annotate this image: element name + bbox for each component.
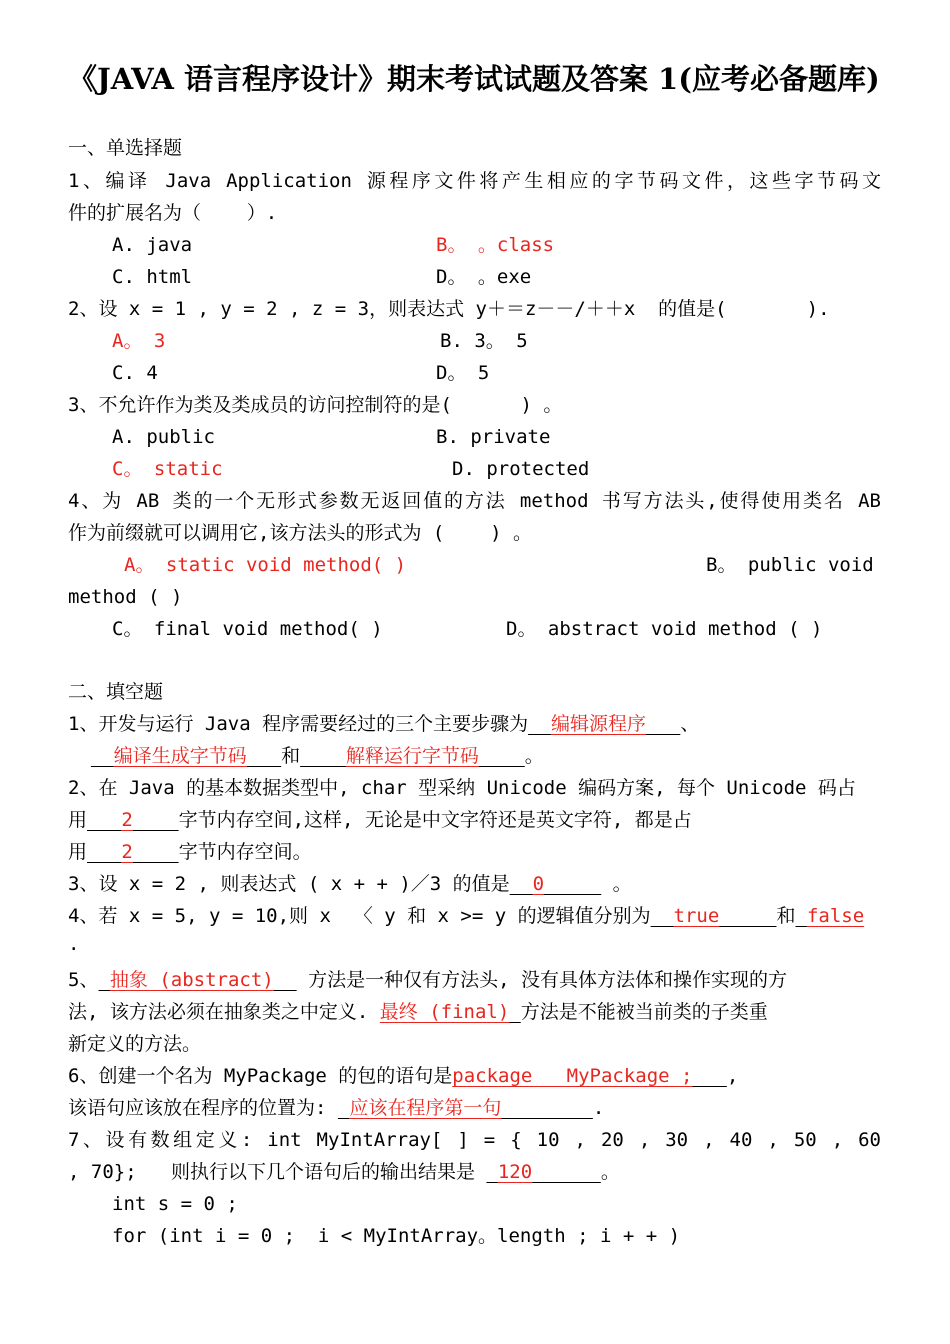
q1-option-c: C. html <box>112 266 193 288</box>
fq6-answer-1: package MyPackage ; <box>452 1065 693 1087</box>
fill-question-4-cont: . <box>68 933 80 955</box>
fill-question-2: 2、在 Java 的基本数据类型中, char 型采纳 Unicode 编码方案, 每个 Unicode 码占 <box>68 777 856 799</box>
q4-option-b: B。 public void <box>706 554 874 576</box>
fill-question-4 <box>68 902 864 930</box>
q4-option-d: D。 abstract void method ( ) <box>506 618 823 640</box>
fq2-pre-2: 用 <box>68 841 88 863</box>
fq6-prefix: 6、创建一个名为 MyPackage 的包的语句是 <box>68 1065 453 1087</box>
fq5-text-3: 方法是不能被当前类的子类重 <box>520 1001 768 1023</box>
q4-option-c: C。 final void method( ) <box>112 618 383 640</box>
fq1-answer-3: 解释运行字节码 <box>345 745 479 767</box>
fq1-end: 。 <box>524 745 544 767</box>
question-4-text: 4、为 AB 类的一个无形式参数无返回值的方法 method 书写方法头,使得使用类名 AB <box>68 490 881 512</box>
fq1-prefix: 1、开发与运行 Java 程序需要经过的三个主要步骤为 <box>68 713 529 735</box>
q3-option-b: B. private <box>436 426 551 448</box>
q4-option-b-cont: method ( ) <box>68 586 183 608</box>
q1-option-b-answer: B。 。class <box>436 234 555 256</box>
fq5-answer-1: 抽象 (abstract) <box>109 969 274 991</box>
fq1-and: 和 <box>281 745 301 767</box>
fill-question-6 <box>68 1062 738 1090</box>
fq3-prefix: 3、设 x = 2 , 则表达式 ( x + + )／3 的值是 <box>68 873 510 895</box>
fq2-post-2: 字节内存空间。 <box>178 841 312 863</box>
q3-option-c-answer: C。 static <box>112 458 223 480</box>
fq5-text-2: 法, 该方法必须在抽象类之中定义. <box>68 1001 369 1023</box>
section-heading-fill-blank: 二、填空题 <box>68 681 164 703</box>
fq7-end: 。 <box>600 1161 620 1183</box>
fq5-num: 5、 <box>68 969 99 991</box>
fq4-answer-2: false <box>806 905 865 927</box>
q2-option-c: C. 4 <box>112 362 158 384</box>
section-heading-single-choice: 一、单选择题 <box>68 137 183 159</box>
fill-question-2-cont2 <box>68 838 312 866</box>
fill-question-3 <box>68 870 632 898</box>
fill-question-1 <box>68 710 699 738</box>
fill-question-6-cont <box>68 1094 604 1122</box>
question-4-text-cont: 作为前缀就可以调用它,该方法头的形式为 ( ) 。 <box>68 522 532 544</box>
fq6-end: . <box>592 1097 605 1119</box>
fill-question-5-cont <box>68 998 768 1026</box>
fill-question-5-cont2: 新定义的方法。 <box>68 1033 202 1055</box>
fq1-answer-2: 编译生成字节码 <box>113 745 247 767</box>
fill-question-7-cont <box>68 1158 620 1186</box>
fq1-answer-1: 编辑源程序 <box>550 713 646 735</box>
fq4-and: 和 <box>776 905 796 927</box>
q3-option-a: A. public <box>112 426 215 448</box>
fq6-answer-2: 应该在程序第一句 <box>349 1097 502 1119</box>
question-3-text: 3、不允许作为类及类成员的访问控制符的是( ) 。 <box>68 394 563 416</box>
question-1-text: 1、编译 Java Application 源程序文件将产生相应的字节码文件，这些字节码文 <box>68 170 881 192</box>
document-title: 《JAVA 语言程序设计》期末考试试题及答案 1(应考必备题库) <box>68 62 880 96</box>
question-2-text: 2、设 x = 1 , y = 2 , z = 3，则表达式 y＋＝z－－/＋＋x 的值是( ). <box>68 298 830 320</box>
fq7-text-2: , 70}; 则执行以下几个语句后的输出结果是 <box>68 1161 475 1183</box>
q3-option-d: D. protected <box>452 458 590 480</box>
fq5-text-1: 方法是一种仅有方法头, 没有具体方法体和操作实现的方 <box>296 969 787 991</box>
fq2-post-1: 字节内存空间,这样, 无论是中文字符还是英文字符, 都是占 <box>178 809 692 831</box>
fill-question-7: 7、设有数组定义: int MyIntArray[ ] = { 10 , 20 , 30 , 40 , 50 , 60 <box>68 1129 881 1151</box>
fq2-pre-1: 用 <box>68 809 88 831</box>
fq7-code-line-1: int s = 0 ; <box>112 1193 238 1215</box>
fq6-text-2: 该语句应该放在程序的位置为: <box>68 1097 327 1119</box>
fq3-suffix: 。 <box>601 873 632 895</box>
fq3-answer: 0 <box>532 873 545 895</box>
fq2-answer-1: 2 <box>121 809 133 831</box>
q2-option-b: B. 3。 5 <box>440 330 528 352</box>
fq7-answer: 120 <box>497 1161 533 1183</box>
question-1-text-cont: 件的扩展名为（ ）. <box>68 202 278 224</box>
fq2-answer-2: 2 <box>121 841 133 863</box>
fq1-sep: 、 <box>680 713 700 735</box>
fill-question-2-cont <box>68 806 692 834</box>
fq5-answer-2: 最终 (final) <box>379 1001 510 1023</box>
q2-option-a-answer: A。 3 <box>112 330 166 352</box>
q4-option-a-answer: A。 static void method( ) <box>124 554 407 576</box>
q1-option-a: A. java <box>112 234 193 256</box>
q1-option-d: D。 。exe <box>436 266 532 288</box>
q2-option-d: D。 5 <box>436 362 490 384</box>
fq4-answer-1: true <box>673 905 720 927</box>
fq6-comma: , <box>726 1065 739 1087</box>
fill-question-5 <box>68 966 787 994</box>
fq4-prefix: 4、若 x = 5, y = 10,则 x 〈 y 和 x >= y 的逻辑值分别为 <box>68 905 651 927</box>
fq7-code-line-2: for (int i = 0 ; i < MyIntArray。length ; i + + ) <box>112 1225 681 1247</box>
fill-question-1-cont <box>68 742 544 770</box>
